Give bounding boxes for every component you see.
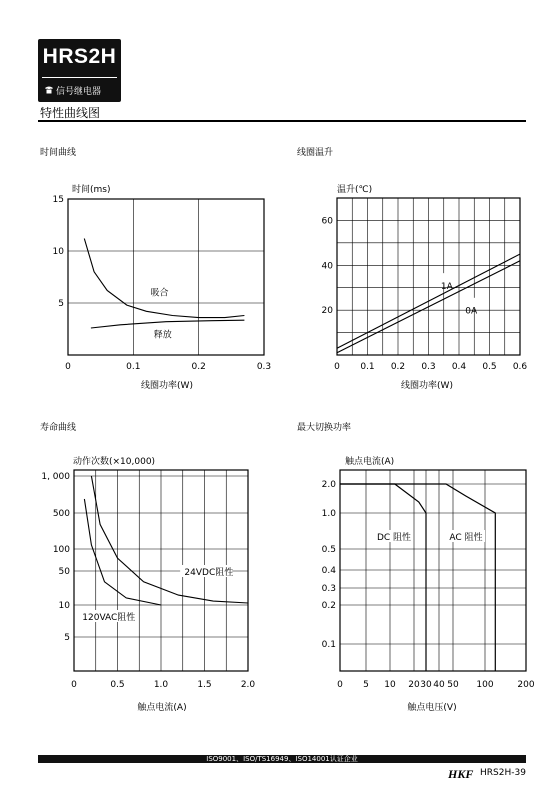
chart3-xtick: 1.0 <box>153 680 169 690</box>
logo-title: HRS2H <box>42 45 117 68</box>
chart3-ytick: 1, 000 <box>41 472 70 482</box>
chart3-ytick: 10 <box>58 601 70 611</box>
chart3-ytick: 100 <box>52 545 70 555</box>
chart4-xtick: 100 <box>476 680 494 690</box>
chart2-ytick: 60 <box>321 216 333 227</box>
chart3-xtick: 0 <box>71 680 77 690</box>
chart3-label-24vdc: 24VDC阻性 <box>184 568 234 578</box>
chart4-xtick: 20 <box>408 680 420 690</box>
chart1-label-pickup: 吸合 <box>150 288 169 299</box>
chart3-label-120vac: 120VAC阻性 <box>82 613 136 623</box>
chart1-ytick: 10 <box>52 247 64 257</box>
chart4-ytick: 0.1 <box>321 640 336 650</box>
caption-time-curve: 时间曲线 <box>40 148 77 158</box>
chart3-ytick: 5 <box>64 633 70 643</box>
chart3-xtick: 2.0 <box>240 680 256 690</box>
chart4-xtick: 0 <box>337 680 343 690</box>
chart1-label-release: 释放 <box>153 330 172 341</box>
chart4-line-dc <box>340 484 426 671</box>
logo-subtitle: 信号继电器 <box>56 87 102 97</box>
chart3-ytick: 50 <box>58 567 70 577</box>
chart4-ytick: 0.3 <box>321 584 336 594</box>
chart3-xlabel: 触点电流(A) <box>137 703 187 713</box>
chart4-label-ac: AC 阻性 <box>449 533 483 543</box>
chart4-ytick: 0.5 <box>321 545 336 555</box>
chart1-xtick: 0.2 <box>191 362 206 372</box>
footer-bar <box>38 755 526 763</box>
chart1-xtick: 0.1 <box>126 362 141 372</box>
page-number: HRS2H-39 <box>480 768 526 778</box>
chart2-xtick: 0.5 <box>482 362 497 372</box>
chart4-ylabel: 触点电流(A) <box>345 457 395 467</box>
chart2-xtick: 0.1 <box>360 362 375 372</box>
chart2-xtick: 0.2 <box>390 362 406 372</box>
chart1-xlabel: 线圈功率(W) <box>141 381 193 391</box>
chart3-xtick: 0.5 <box>110 680 125 690</box>
chart4-xtick: 40 <box>433 680 445 690</box>
chart4-ytick: 2.0 <box>321 480 336 490</box>
brand-mark: HKF <box>448 767 474 781</box>
caption-life-curve: 寿命曲线 <box>40 423 77 433</box>
chart3-xtick: 1.5 <box>197 680 212 690</box>
footer-cert-text: ISO9001、ISO/TS16949、ISO14001认证企业 <box>206 755 358 763</box>
chart2-xtick: 0.4 <box>451 362 467 372</box>
chart2-xlabel: 线圈功率(W) <box>401 381 453 391</box>
chart1-xtick: 0.3 <box>256 362 272 372</box>
chart4-frame <box>340 470 526 671</box>
chart2-ytick: 40 <box>321 261 333 272</box>
chart4-xlabel: 触点电压(V) <box>407 703 457 713</box>
chart2-label-1a: 1A <box>440 281 453 292</box>
chart3-ytick: 500 <box>52 509 70 519</box>
chart4-xtick: 30 <box>420 680 432 690</box>
chart2-label-0a: 0A <box>465 306 478 317</box>
chart4-xtick: 5 <box>363 680 369 690</box>
section-title: 特性曲线图 <box>40 106 101 120</box>
chart2-ylabel: 温升(℃) <box>337 185 373 195</box>
chart1-ylabel: 时间(ms) <box>72 185 111 195</box>
chart2-xtick: 0.3 <box>421 362 436 372</box>
chart4-line-ac <box>340 484 495 671</box>
chart3-ylabel: 动作次数(×10,000) <box>73 457 156 467</box>
chart4-ytick: 1.0 <box>321 509 336 519</box>
chart1-ytick: 15 <box>52 195 64 205</box>
chart4-ytick: 0.2 <box>321 601 336 611</box>
chart4-xtick: 10 <box>384 680 396 690</box>
chart4-xtick: 200 <box>517 680 535 690</box>
chart4-xtick: 50 <box>447 680 459 690</box>
chart1-ytick: 5 <box>58 299 64 309</box>
chart2-xtick: 0 <box>334 362 340 372</box>
chart4-label-dc: DC 阻性 <box>376 533 412 543</box>
chart2-xtick: 0.6 <box>512 362 528 372</box>
chart1-xtick: 0 <box>65 362 71 372</box>
chart2-ytick: 20 <box>321 306 333 317</box>
caption-coil-temp-rise: 线圈温升 <box>297 148 334 158</box>
chart4-ytick: 0.4 <box>321 566 336 576</box>
caption-max-switching-power: 最大切换功率 <box>297 423 352 433</box>
